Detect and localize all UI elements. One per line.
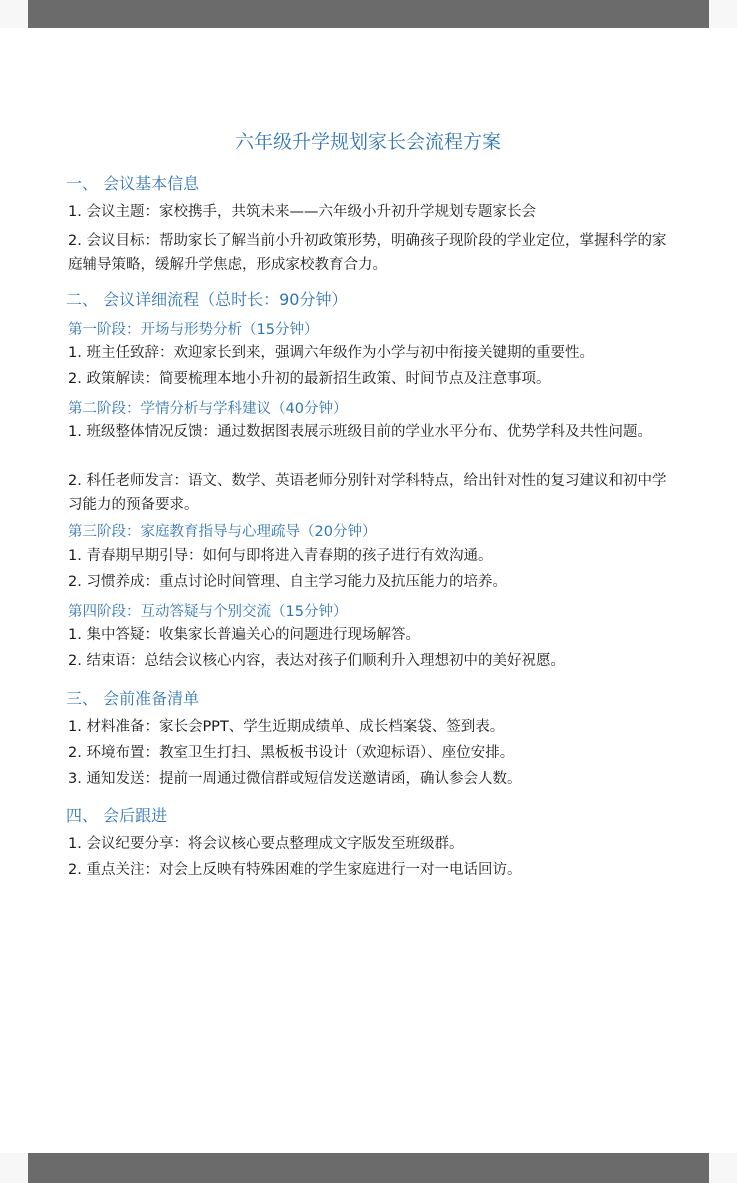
stage-heading-1: 第一阶段：开场与形势分析（15分钟） — [68, 322, 319, 338]
paragraph-stage4-item1: 1. 集中答疑：收集家长普遍关心的问题进行现场解答。 — [68, 627, 420, 643]
paragraph-stage1-item2: 2. 政策解读：简要梳理本地小升初的最新招生政策、时间节点及注意事项。 — [68, 371, 551, 387]
paragraph-stage3-item1: 1. 青春期早期引导：如何与即将进入青春期的孩子进行有效沟通。 — [68, 548, 493, 564]
paragraph-meeting-theme: 1. 会议主题：家校携手，共筑未来——六年级小升初升学规划专题家长会 — [68, 204, 536, 220]
paragraph-prep-item1: 1. 材料准备：家长会PPT、学生近期成绩单、成长档案袋、签到表。 — [68, 719, 505, 735]
viewer-bottom-bar — [28, 1153, 709, 1183]
section-heading-followup: 四、 会后跟进 — [66, 806, 168, 825]
paragraph-stage1-item1: 1. 班主任致辞：欢迎家长到来，强调六年级作为小学与初中衔接关键期的重要性。 — [68, 345, 594, 361]
viewer-top-bar — [28, 0, 709, 28]
stage-heading-2: 第二阶段：学情分析与学科建议（40分钟） — [68, 401, 348, 417]
document-page — [0, 28, 737, 1153]
paragraph-prep-item2: 2. 环境布置：教室卫生打扫、黑板板书设计（欢迎标语）、座位安排。 — [68, 745, 515, 761]
paragraph-stage4-item2: 2. 结束语：总结会议核心内容，表达对孩子们顺利升入理想初中的美好祝愿。 — [68, 653, 565, 669]
stage-heading-3: 第三阶段：家庭教育指导与心理疏导（20分钟） — [68, 524, 377, 540]
section-heading-process: 二、 会议详细流程（总时长：90分钟） — [66, 290, 348, 309]
paragraph-prep-item3: 3. 通知发送：提前一周通过微信群或短信发送邀请函，确认参会人数。 — [68, 771, 522, 787]
paragraph-stage2-item2: 2. 科任老师发言：语文、数学、英语老师分别针对学科特点，给出针对性的复习建议和初中学习能力的预备要求。 — [68, 473, 667, 513]
paragraph-stage2-item1: 1. 班级整体情况反馈：通过数据图表展示班级目前的学业水平分布、优势学科及共性问题。 — [68, 424, 652, 440]
paragraph-followup-item2: 2. 重点关注：对会上反映有特殊困难的学生家庭进行一对一电话回访。 — [68, 862, 522, 878]
section-heading-preparation: 三、 会前准备清单 — [66, 689, 200, 708]
paragraph-stage3-item2: 2. 习惯养成：重点讨论时间管理、自主学习能力及抗压能力的培养。 — [68, 574, 507, 590]
document-title: 六年级升学规划家长会流程方案 — [234, 131, 501, 153]
paragraph-followup-item1: 1. 会议纪要分享：将会议核心要点整理成文字版发至班级群。 — [68, 836, 464, 852]
paragraph-meeting-goal: 2. 会议目标：帮助家长了解当前小升初政策形势，明确孩子现阶段的学业定位，掌握科学的家庭辅导策略，缓解升学焦虑，形成家校教育合力。 — [68, 233, 667, 273]
stage-heading-4: 第四阶段：互动答疑与个别交流（15分钟） — [68, 604, 348, 620]
section-heading-basic-info: 一、 会议基本信息 — [66, 174, 200, 193]
